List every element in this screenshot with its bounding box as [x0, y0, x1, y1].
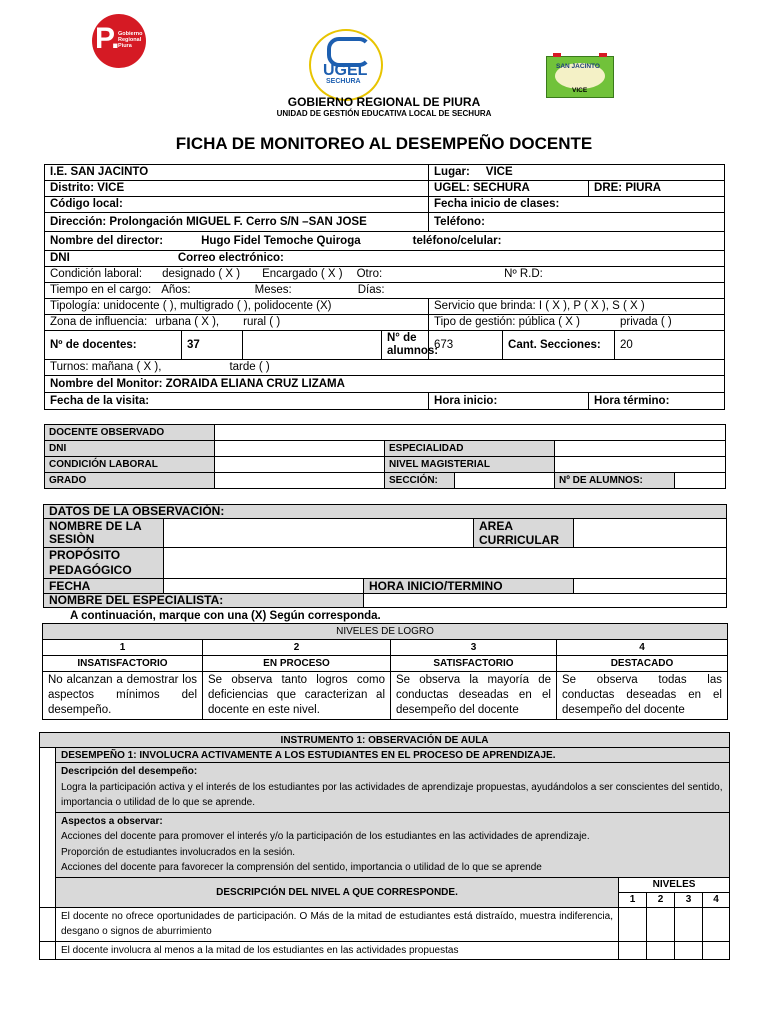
instrumento-table — [39, 732, 730, 960]
proposito-label: PROPÓSITO PEDAGÓGICO — [44, 548, 164, 579]
nivel-checkbox[interactable] — [675, 907, 703, 941]
page-title: FICHA DE MONITOREO AL DESEMPEÑO DOCENTE — [175, 134, 593, 153]
nivel-checkbox[interactable] — [647, 941, 675, 960]
secciones-value: 20 — [615, 331, 725, 360]
institution-info-table — [44, 164, 725, 410]
zona-influencia: Zona de influencia: urbana ( X ), rural ( ) — [45, 315, 429, 331]
monitor-name: Nombre del Monitor: ZORAIDA ELIANA CRUZ LIZAMA — [45, 376, 725, 393]
ie-name: I.E. SAN JACINTO — [45, 165, 429, 181]
nivel-checkbox[interactable] — [703, 941, 730, 960]
san-jacinto-logo: SAN JACINTO VICE — [546, 56, 614, 98]
fecha-visita: Fecha de la visita: — [45, 393, 429, 410]
nivel-name: EN PROCESO — [203, 656, 391, 672]
nivel-name: DESTACADO — [557, 656, 728, 672]
nivel-num: 2 — [203, 640, 391, 656]
hora-inicio-termino-label: HORA INICIO/TERMINO — [364, 579, 574, 594]
descripcion-nivel-header: DESCRIPCIÓN DEL NIVEL A QUE CORRESPONDE. — [56, 877, 619, 907]
gobierno-regional-logo: P. Gobierno Regional Piura — [92, 14, 148, 68]
nivel-num: 4 — [557, 640, 728, 656]
nivel-desc: Se observa todas las conductas deseadas en el desempeño del docente — [557, 672, 728, 720]
nivel-col: 3 — [675, 892, 703, 907]
desempeno-title: DESEMPEÑO 1: INVOLUCRA ACTIVAMENTE A LOS ESTUDIANTES EN EL PROCESO DE APRENDIZAJE. — [56, 748, 730, 763]
nivel-row: El docente involucra al menos a la mitad de los estudiantes en las actividades propuestas — [56, 941, 619, 960]
nivel-checkbox[interactable] — [675, 941, 703, 960]
docente-table — [44, 424, 726, 489]
nivel-name: SATISFACTORIO — [391, 656, 557, 672]
instruction-text: A continuación, marque con una (X) Según corresponda. — [70, 610, 381, 622]
observacion-title: DATOS DE LA OBSERVACIÓN: — [44, 505, 727, 519]
unit-name: UNIDAD DE GESTIÓN EDUCATIVA LOCAL DE SECHURA — [276, 109, 492, 118]
alumnos-label: N° de alumnos: — [382, 331, 429, 360]
tipo-gestion: Tipo de gestión: pública ( X ) privada ( ) — [429, 315, 725, 331]
director: Nombre del director: Hugo Fidel Temoche Quiroga teléfono/celular: — [45, 232, 725, 251]
docentes-label: Nº de docentes: — [45, 331, 182, 360]
nivel-name: INSATISFACTORIO — [43, 656, 203, 672]
nivel-num: 3 — [391, 640, 557, 656]
fecha-label: FECHA — [44, 579, 164, 594]
nivel-col: 1 — [619, 892, 647, 907]
org-name: GOBIERNO REGIONAL DE PIURA — [287, 95, 481, 109]
sesion-label: NOMBRE DE LA SESIÒN — [44, 519, 164, 548]
hora-inicio: Hora inicio: — [429, 393, 589, 410]
nivel-desc: Se observa la mayoría de conductas deseadas en el desempeño del docente — [391, 672, 557, 720]
area-label: AREA CURRICULAR — [474, 519, 574, 548]
nivel-checkbox[interactable] — [703, 907, 730, 941]
dre: DRE: PIURA — [589, 181, 725, 197]
observacion-table — [43, 504, 727, 608]
nivel-col: 2 — [647, 892, 675, 907]
tipologia: Tipología: unidocente ( ), multigrado ( ), polidocente (X) — [45, 299, 429, 315]
codigo-local: Código local: — [45, 197, 429, 213]
turnos: Turnos: mañana ( X ), tarde ( ) — [45, 360, 725, 376]
especialista-label: NOMBRE DEL ESPECIALISTA: — [44, 594, 364, 608]
nivel-magisterial-label: NIVEL MAGISTERIAL — [385, 457, 555, 473]
dni-correo: DNI Correo electrónico: — [45, 251, 725, 267]
servicio: Servicio que brinda: I ( X ), P ( X ), S ( X ) — [429, 299, 725, 315]
nivel-checkbox[interactable] — [619, 907, 647, 941]
ugel: UGEL: SECHURA — [429, 181, 589, 197]
instrumento-title: INSTRUMENTO 1: OBSERVACIÓN DE AULA — [40, 733, 730, 748]
alumnos-value: 673 — [429, 331, 503, 360]
tiempo-cargo: Tiempo en el cargo: Años: Meses: Días: — [45, 283, 725, 299]
docente-observado-label: DOCENTE OBSERVADO — [45, 425, 215, 441]
condicion-laboral-label: CONDICIÓN LABORAL — [45, 457, 215, 473]
niveles-header: NIVELES — [619, 877, 730, 892]
especialidad-label: ESPECIALIDAD — [385, 441, 555, 457]
hora-termino: Hora término: — [589, 393, 725, 410]
niveles-logro-table — [42, 623, 728, 720]
condicion-laboral: Condición laboral: designado ( X ) Encargado ( X ) Otro: Nº R.D: — [45, 267, 725, 283]
telefono: Teléfono: — [429, 213, 725, 232]
docente-dni-label: DNI — [45, 441, 215, 457]
secciones-label: Cant. Secciones: — [503, 331, 615, 360]
nivel-col: 4 — [703, 892, 730, 907]
distrito: Distrito: VICE — [45, 181, 429, 197]
nivel-checkbox[interactable] — [647, 907, 675, 941]
num-alumnos-label: Nº DE ALUMNOS: — [555, 473, 675, 489]
seccion-label: SECCIÓN: — [385, 473, 455, 489]
aspectos-observar: Aspectos a observar: Acciones del docente para promover el interés y/o la participación de los estudiantes en las actividades de aprendizaje. Proporción de estudiantes involucrados en la sesión. Acciones del docente para favorecer la comprensión del sentido, importancia o utilidad de lo que se aprende — [56, 812, 730, 877]
nivel-desc: Se observa tanto logros como deficiencias que caracterizan al docente en este nivel. — [203, 672, 391, 720]
grado-label: GRADO — [45, 473, 215, 489]
docentes-value: 37 — [182, 331, 243, 360]
nivel-desc: No alcanzan a demostrar los aspectos mínimos del desempeño. — [43, 672, 203, 720]
fecha-inicio-clases: Fecha inicio de clases: — [429, 197, 725, 213]
descripcion-desempeno: Descripción del desempeño: Logra la participación activa y el interés de los estudiantes por las actividades de aprendizaje propuestas, ayudándolos a ser conscientes del sentido, importancia o utilidad de lo que se aprende. — [56, 763, 730, 813]
nivel-checkbox[interactable] — [619, 941, 647, 960]
nivel-num: 1 — [43, 640, 203, 656]
ugel-logo: UGEL SECHURA — [309, 29, 383, 99]
lugar: Lugar: VICE — [429, 165, 725, 181]
niveles-title: NIVELES DE LOGRO — [43, 624, 728, 640]
direccion: Dirección: Prolongación MIGUEL F. Cerro S/N –SAN JOSE — [45, 213, 429, 232]
nivel-row: El docente no ofrece oportunidades de participación. O Más de la mitad de estudiantes está distraído, muestra indiferencia, desgano o signos de aburrimiento — [56, 907, 619, 941]
